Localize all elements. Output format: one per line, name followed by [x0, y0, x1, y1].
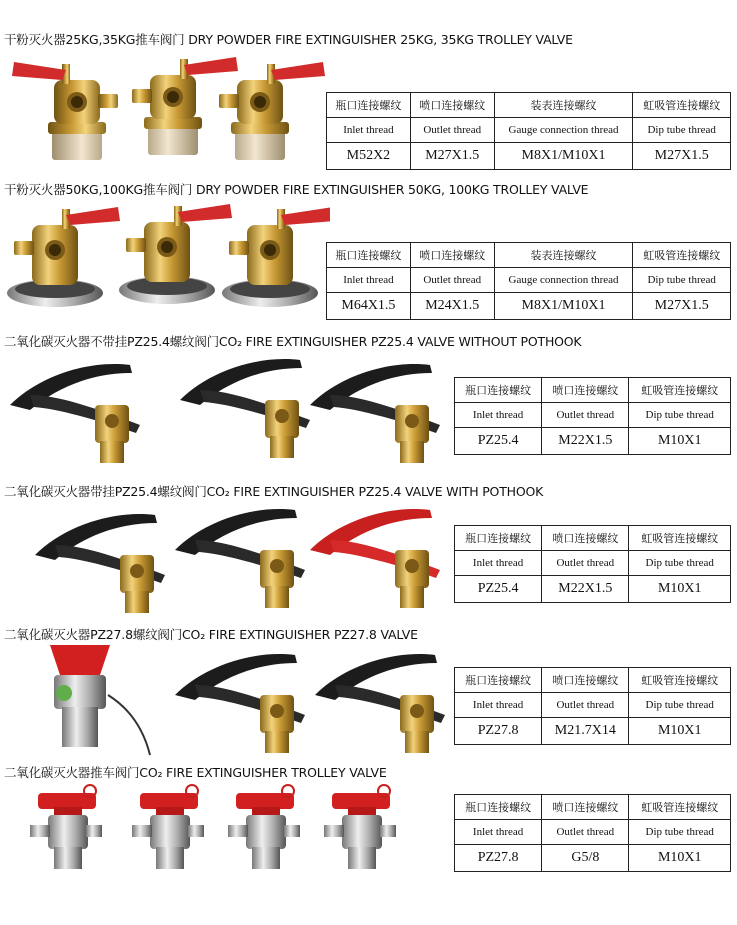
header-dip-tube: 虹吸管连接螺纹 — [629, 526, 731, 551]
co2-valve-image — [0, 500, 450, 620]
spec-table — [454, 377, 731, 455]
trolley-valve-image — [0, 200, 330, 320]
value-dip-tube: M10X1 — [629, 718, 731, 745]
section-title: 二氧化碳灭火器不带挂PZ25.4螺纹阀门CO₂ FIRE EXTINGUISHER PZ25.4 VALVE WITHOUT POTHOOK — [4, 334, 582, 349]
trolley-valve-image — [0, 780, 440, 890]
header-outlet: 喷口连接螺纹 — [542, 668, 629, 693]
header-gauge: 装表连接螺纹 — [494, 243, 633, 268]
header-dip-tube: 虹吸管连接螺纹 — [633, 243, 731, 268]
section-title: 干粉灭火器25KG,35KG推车阀门 DRY POWDER FIRE EXTINGUISHER 25KG, 35KG TROLLEY VALVE — [4, 32, 573, 47]
value-dip-tube: M27X1.5 — [633, 143, 731, 170]
header-dip-tube: 虹吸管连接螺纹 — [633, 93, 731, 118]
label-dip-tube: Dip tube thread — [629, 551, 731, 576]
header-inlet: 瓶口连接螺纹 — [327, 93, 411, 118]
product-image-group — [0, 200, 330, 324]
spec-table — [454, 794, 731, 872]
section-title: 二氧化碳灭火器PZ27.8螺纹阀门CO₂ FIRE EXTINGUISHER PZ27.8 VALVE — [4, 627, 418, 642]
label-outlet: Outlet thread — [542, 551, 629, 576]
label-inlet: Inlet thread — [455, 693, 542, 718]
value-outlet: G5/8 — [542, 845, 629, 872]
section-title: 干粉灭火器50KG,100KG推车阀门 DRY POWDER FIRE EXTINGUISHER 50KG, 100KG TROLLEY VALVE — [4, 182, 589, 197]
header-inlet: 瓶口连接螺纹 — [455, 526, 542, 551]
value-inlet: PZ25.4 — [455, 428, 542, 455]
header-outlet: 喷口连接螺纹 — [542, 378, 629, 403]
section-title: 二氧化碳灭火器推车阀门CO₂ FIRE EXTINGUISHER TROLLEY VALVE — [4, 765, 387, 780]
label-inlet: Inlet thread — [327, 118, 411, 143]
header-inlet: 瓶口连接螺纹 — [455, 795, 542, 820]
value-gauge: M8X1/M10X1 — [494, 143, 633, 170]
value-outlet: M22X1.5 — [542, 428, 629, 455]
header-inlet: 瓶口连接螺纹 — [455, 668, 542, 693]
product-image-group — [0, 640, 450, 764]
label-dip-tube: Dip tube thread — [633, 268, 731, 293]
header-outlet: 喷口连接螺纹 — [542, 526, 629, 551]
value-outlet: M21.7X14 — [542, 718, 629, 745]
section-title: 二氧化碳灭火器带挂PZ25.4螺纹阀门CO₂ FIRE EXTINGUISHER PZ25.4 VALVE WITH POTHOOK — [4, 484, 544, 499]
product-image-group — [0, 780, 440, 894]
label-dip-tube: Dip tube thread — [629, 693, 731, 718]
spec-table — [326, 242, 731, 320]
co2-valve-image — [0, 640, 450, 760]
product-image-group — [0, 350, 450, 474]
label-gauge: Gauge connection thread — [494, 118, 633, 143]
spec-table — [326, 92, 731, 170]
value-outlet: M24X1.5 — [410, 293, 494, 320]
value-dip-tube: M27X1.5 — [633, 293, 731, 320]
label-outlet: Outlet thread — [542, 693, 629, 718]
header-inlet: 瓶口连接螺纹 — [327, 243, 411, 268]
label-dip-tube: Dip tube thread — [629, 820, 731, 845]
header-dip-tube: 虹吸管连接螺纹 — [629, 668, 731, 693]
label-dip-tube: Dip tube thread — [633, 118, 731, 143]
value-outlet: M27X1.5 — [410, 143, 494, 170]
label-gauge: Gauge connection thread — [494, 268, 633, 293]
header-dip-tube: 虹吸管连接螺纹 — [629, 378, 731, 403]
label-outlet: Outlet thread — [542, 403, 629, 428]
label-inlet: Inlet thread — [455, 403, 542, 428]
label-inlet: Inlet thread — [455, 551, 542, 576]
label-outlet: Outlet thread — [410, 118, 494, 143]
value-inlet: PZ27.8 — [455, 845, 542, 872]
header-outlet: 喷口连接螺纹 — [542, 795, 629, 820]
header-gauge: 装表连接螺纹 — [494, 93, 633, 118]
label-outlet: Outlet thread — [410, 268, 494, 293]
value-dip-tube: M10X1 — [629, 576, 731, 603]
header-dip-tube: 虹吸管连接螺纹 — [629, 795, 731, 820]
trolley-valve-image — [0, 50, 330, 175]
label-inlet: Inlet thread — [455, 820, 542, 845]
value-outlet: M22X1.5 — [542, 576, 629, 603]
value-inlet: M52X2 — [327, 143, 411, 170]
value-dip-tube: M10X1 — [629, 845, 731, 872]
product-image-group — [0, 500, 450, 624]
header-inlet: 瓶口连接螺纹 — [455, 378, 542, 403]
label-dip-tube: Dip tube thread — [629, 403, 731, 428]
label-outlet: Outlet thread — [542, 820, 629, 845]
product-image-group — [0, 50, 330, 179]
value-gauge: M8X1/M10X1 — [494, 293, 633, 320]
header-outlet: 喷口连接螺纹 — [410, 93, 494, 118]
spec-table — [454, 525, 731, 603]
value-dip-tube: M10X1 — [629, 428, 731, 455]
value-inlet: PZ27.8 — [455, 718, 542, 745]
label-inlet: Inlet thread — [327, 268, 411, 293]
co2-valve-image — [0, 350, 450, 470]
spec-table — [454, 667, 731, 745]
value-inlet: PZ25.4 — [455, 576, 542, 603]
header-outlet: 喷口连接螺纹 — [410, 243, 494, 268]
value-inlet: M64X1.5 — [327, 293, 411, 320]
